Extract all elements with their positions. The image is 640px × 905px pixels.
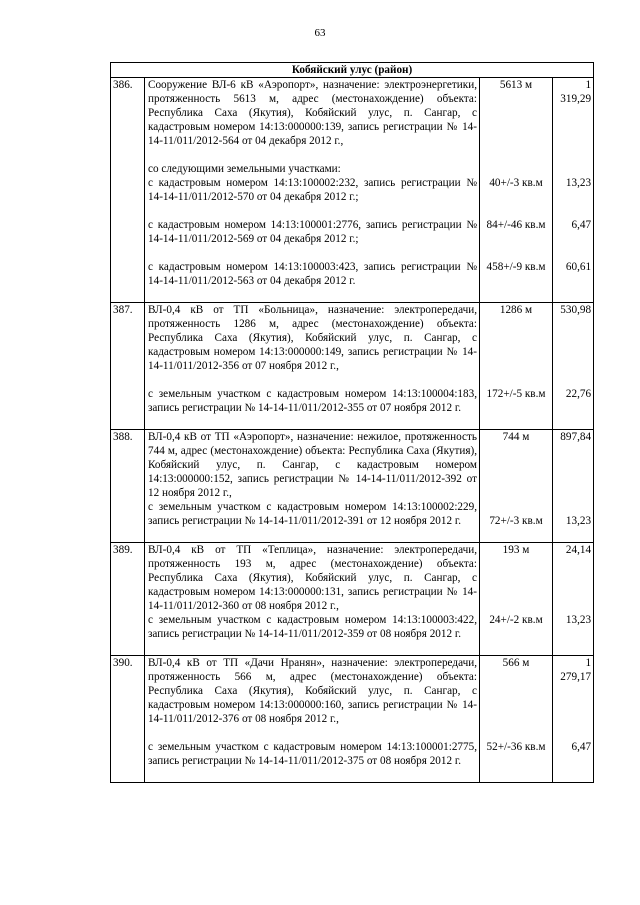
parcels-intro: со следующими земельными участками: [148, 163, 341, 175]
row-number: 386. [111, 78, 145, 303]
table-row [111, 78, 594, 303]
object-value: 897,84 [560, 431, 592, 443]
object-description: ВЛ-0,4 кВ от ТП «Аэропорт», назначение: нежилое, протяженность 744 м, адрес (местонахождение) объекта: Республика Саха (Якутия), Кобяйский улус, п. Сангар, с кадастровым номером 14:13:000000:152, запись регистрации № 14-14-11/011/2012-392 от 12 ноября 2012 г., [148, 431, 477, 499]
parcel-value: 60,61 [565, 261, 592, 273]
row-number: 387. [111, 303, 145, 430]
row-value [553, 78, 594, 303]
object-length: 744 м [502, 431, 530, 443]
row-size [480, 543, 553, 656]
property-table-container [110, 62, 592, 783]
object-length: 5613 м [499, 79, 533, 91]
parcel-description: с земельным участком с кадастровым номером 14:13:100001:2775, запись регистрации № 14-14-11/011/2012-375 от 08 ноября 2012 г. [148, 741, 477, 767]
parcel-area: 40+/-3 кв.м [489, 177, 543, 189]
object-value: 530,98 [560, 304, 592, 316]
table-row [111, 543, 594, 656]
object-description: Сооружение ВЛ-6 кВ «Аэропорт», назначение: электроэнергетики, протяженность 5613 м, адрес (местонахождение) объекта: Республика Саха (Якутия), Кобяйский улус, п. Сангар, с кадастровым номером 14:13:000000:139, запись регистрации № 14-14-11/011/2012-564 от 04 декабря 2012 г., [148, 79, 477, 147]
object-value: 1 279,17 [560, 657, 592, 683]
parcel-area: 52+/-36 кв.м [486, 741, 546, 753]
parcel-description: с земельным участком с кадастровым номером 14:13:100004:183, запись регистрации № 14-14-11/011/2012-355 от 07 ноября 2012 г. [148, 388, 477, 414]
row-description [145, 430, 480, 543]
row-description [145, 656, 480, 783]
parcel-value: 22,76 [565, 388, 592, 400]
object-value: 24,14 [565, 544, 592, 556]
object-description: ВЛ-0,4 кВ от ТП «Теплица», назначение: электропередачи, протяженность 193 м, адрес (местонахождение) объекта: Республика Саха (Якутия), Кобяйский улус, п. Сангар, с кадастровым номером 14:13:000000:131, запись регистрации № 14-14-11/011/2012-360 от 08 ноября 2012 г., [148, 544, 477, 612]
parcel-description: с кадастровым номером 14:13:100001:2776, запись регистрации № 14-14-11/011/2012-569 от 04 декабря 2012 г.; [148, 219, 477, 245]
property-table [110, 62, 594, 783]
parcel-description: с кадастровым номером 14:13:100002:232, запись регистрации № 14-14-11/011/2012-570 от 04 декабря 2012 г.; [148, 177, 477, 203]
parcel-value: 6,47 [571, 219, 592, 231]
object-length: 1286 м [499, 304, 533, 316]
row-size [480, 78, 553, 303]
row-value [553, 656, 594, 783]
parcel-value: 13,23 [565, 515, 592, 527]
table-row [111, 303, 594, 430]
table-row [111, 656, 594, 783]
object-description: ВЛ-0,4 кВ от ТП «Дачи Нранян», назначение: электропередачи, протяженность 566 м, адрес (местонахождение) объекта: Республика Саха (Якутия), Кобяйский улус, п. Сангар, с кадастровым номером 14:13:000000:160, запись регистрации № 14-14-11/011/2012-376 от 08 ноября 2012 г., [148, 657, 477, 725]
parcel-area: 458+/-9 кв.м [486, 261, 546, 273]
parcel-area: 172+/-5 кв.м [486, 388, 546, 400]
parcel-area: 84+/-46 кв.м [486, 219, 546, 231]
region-header-row [111, 63, 594, 78]
row-description [145, 78, 480, 303]
object-length: 566 м [502, 657, 530, 669]
row-value [553, 543, 594, 656]
row-number: 388. [111, 430, 145, 543]
parcel-value: 6,47 [571, 741, 592, 753]
row-size [480, 303, 553, 430]
object-length: 193 м [502, 544, 530, 556]
parcel-area: 24+/-2 кв.м [489, 614, 543, 626]
parcel-description: с кадастровым номером 14:13:100003:423, запись регистрации № 14-14-11/011/2012-563 от 04 декабря 2012 г. [148, 261, 477, 287]
table-row [111, 430, 594, 543]
row-description [145, 303, 480, 430]
row-value [553, 430, 594, 543]
object-value: 1 319,29 [560, 79, 592, 105]
row-number: 390. [111, 656, 145, 783]
parcel-value: 13,23 [565, 177, 592, 189]
parcel-description: с земельным участком с кадастровым номером 14:13:100002:229, запись регистрации № 14-14-11/011/2012-391 от 12 ноября 2012 г. [148, 501, 477, 527]
page-number: 63 [314, 27, 326, 39]
parcel-description: с земельным участком с кадастровым номером 14:13:100003:422, запись регистрации № 14-14-11/011/2012-359 от 08 ноября 2012 г. [148, 614, 477, 640]
row-description [145, 543, 480, 656]
parcel-area: 72+/-3 кв.м [489, 515, 543, 527]
row-size [480, 430, 553, 543]
row-size [480, 656, 553, 783]
region-title: Кобяйский улус (район) [111, 63, 594, 78]
object-description: ВЛ-0,4 кВ от ТП «Больница», назначение: электропередачи, протяженность 1286 м, адрес (местонахождение) объекта: Республика Саха (Якутия), Кобяйский улус, п. Сангар, с кадастровым номером 14:13:000000:149, запись регистрации № 14-14-11/011/2012-356 от 07 ноября 2012 г., [148, 304, 477, 372]
row-number: 389. [111, 543, 145, 656]
row-value [553, 303, 594, 430]
parcel-value: 13,23 [565, 614, 592, 626]
